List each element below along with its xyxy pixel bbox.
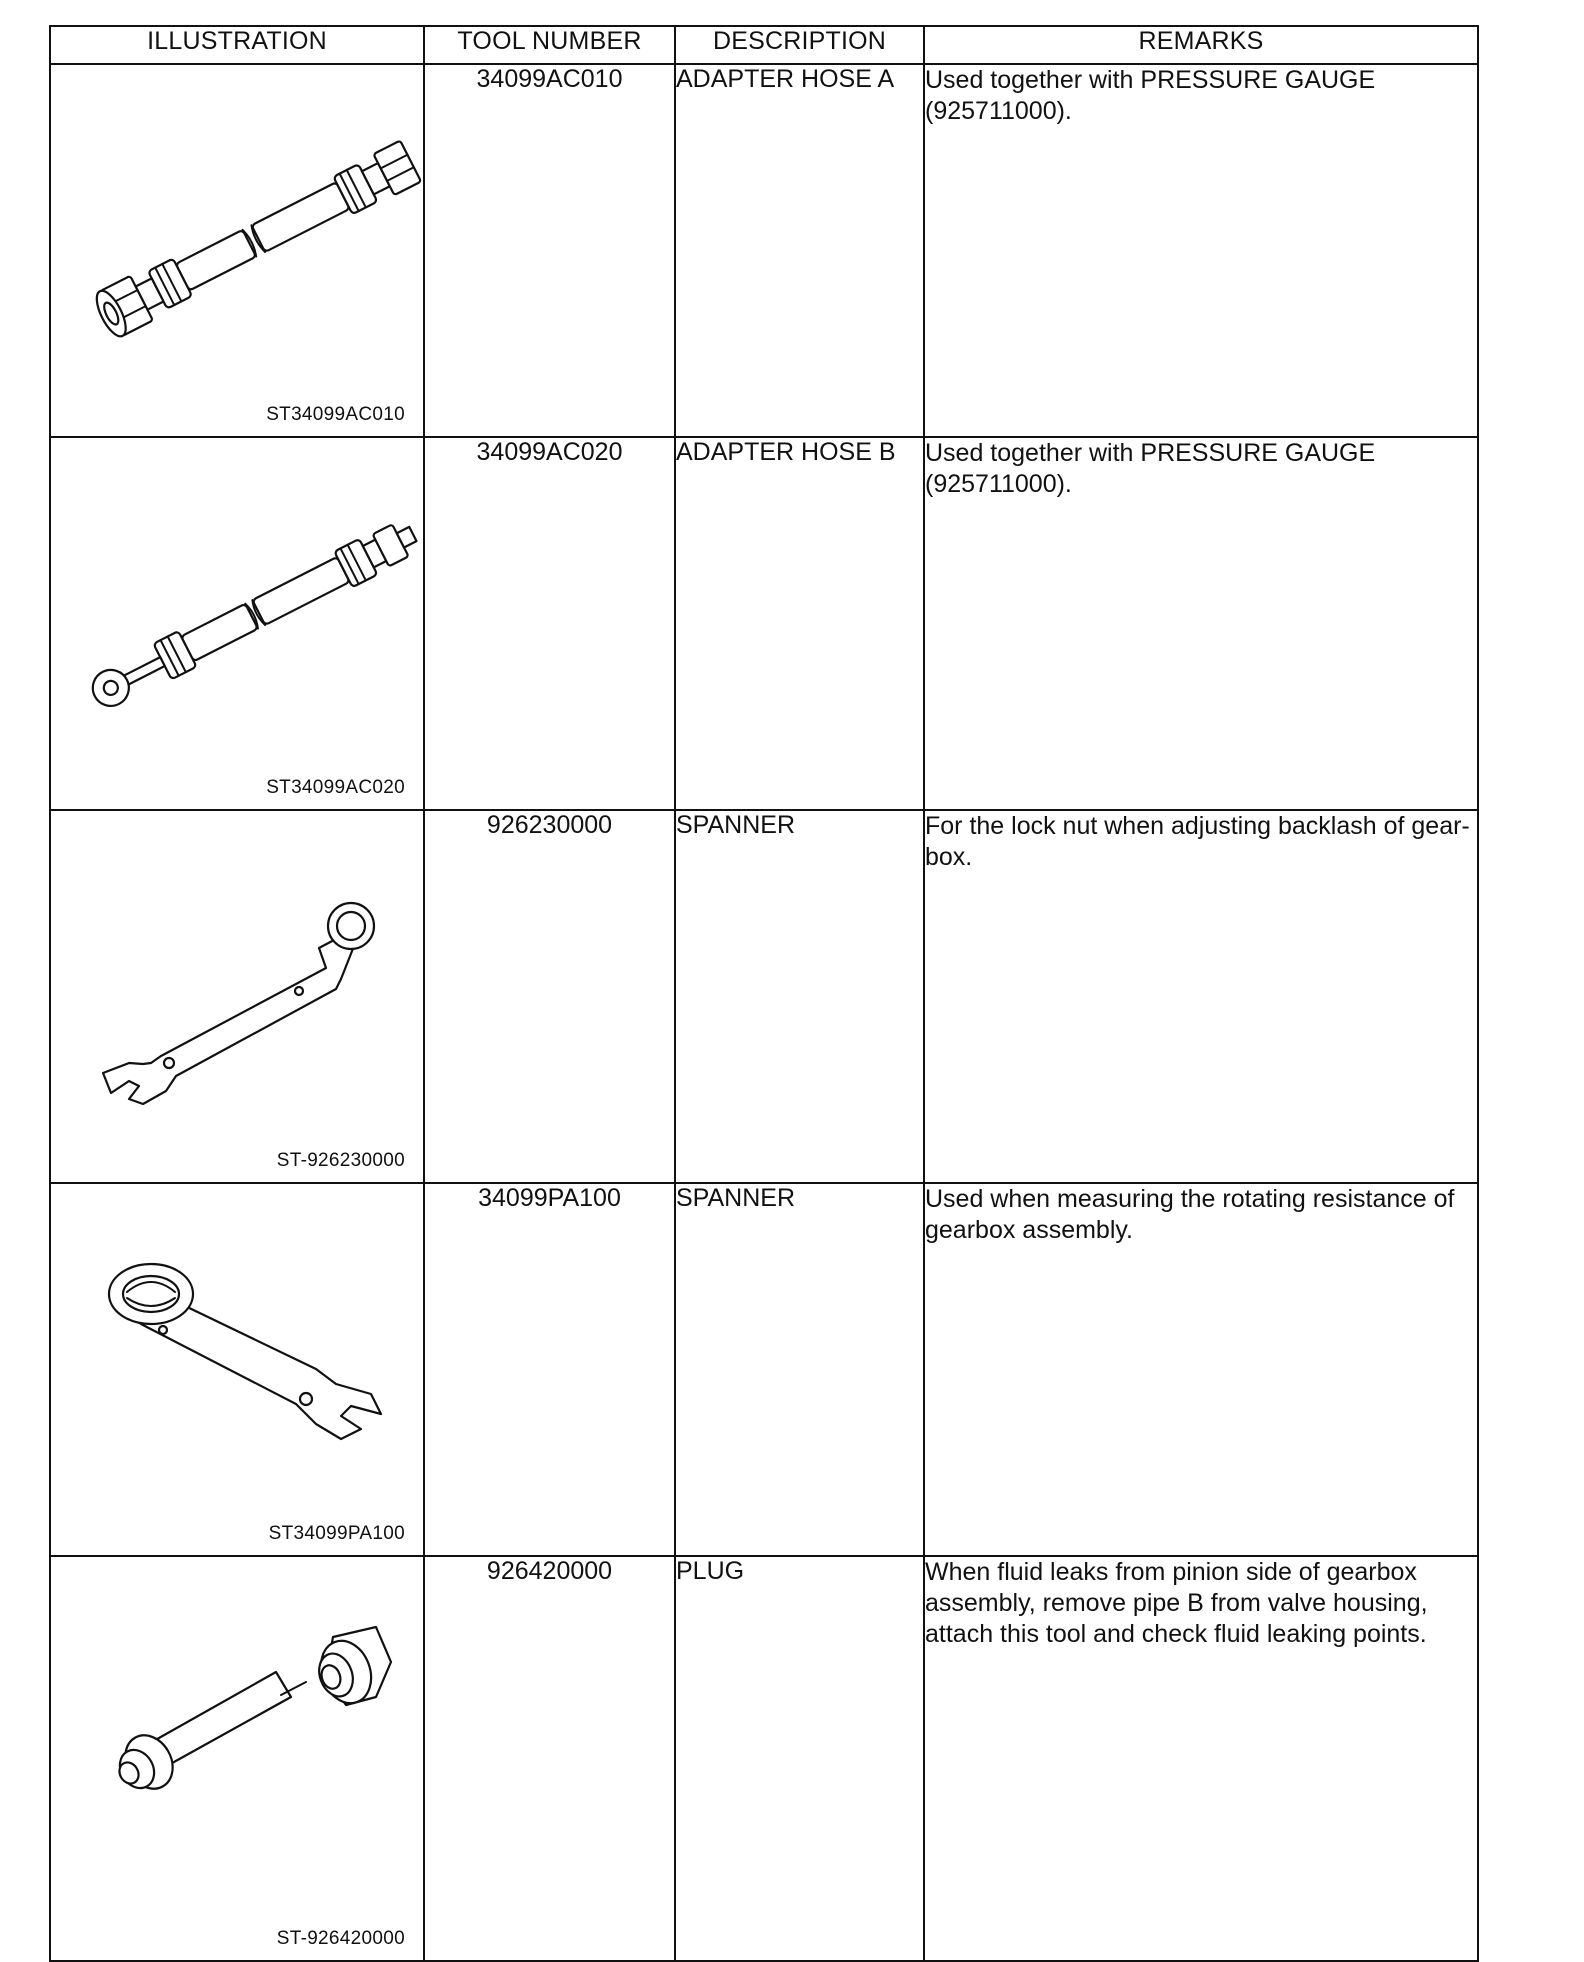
- table-row: [50, 64, 1478, 437]
- description: ADAPTER HOSE A: [675, 64, 924, 437]
- illustration-code: ST34099AC020: [266, 777, 405, 798]
- header-tool-number: TOOL NUMBER: [424, 26, 675, 64]
- special-tools-table: [49, 25, 1479, 1962]
- table-row: [50, 1556, 1478, 1961]
- remarks: For the lock nut when adjusting backlash of gear-box.: [924, 810, 1478, 1183]
- remarks: When fluid leaks from pinion side of gearbox assembly, remove pipe B from valve housing, attach this tool and check fluid leaking points.: [924, 1556, 1478, 1961]
- illustration-cell: [50, 64, 424, 437]
- illustration-cell: [50, 1183, 424, 1556]
- table-row: [50, 810, 1478, 1183]
- illustration-code: ST-926420000: [276, 1928, 405, 1949]
- header-description: DESCRIPTION: [675, 26, 924, 64]
- remarks: Used when measuring the rotating resistance of gearbox assembly.: [924, 1183, 1478, 1556]
- description: SPANNER: [675, 810, 924, 1183]
- table-header-row: [50, 26, 1478, 64]
- tool-number: 34099AC020: [424, 437, 675, 810]
- illustration-code: ST34099AC010: [266, 404, 405, 425]
- illustration-cell: [50, 437, 424, 810]
- tool-number: 34099AC010: [424, 64, 675, 437]
- description: SPANNER: [675, 1183, 924, 1556]
- tool-number: 926230000: [424, 810, 675, 1183]
- table-row: [50, 1183, 1478, 1556]
- illustration-cell: [50, 810, 424, 1183]
- illustration-code: ST34099PA100: [268, 1523, 405, 1544]
- description: ADAPTER HOSE B: [675, 437, 924, 810]
- adapter-hose-b-icon: [51, 438, 423, 809]
- tool-number: 34099PA100: [424, 1183, 675, 1556]
- header-remarks: REMARKS: [924, 26, 1478, 64]
- tool-number: 926420000: [424, 1556, 675, 1961]
- remarks: Used together with PRESSURE GAUGE (925711000).: [924, 437, 1478, 810]
- illustration-cell: [50, 1556, 424, 1961]
- remarks: Used together with PRESSURE GAUGE (925711000).: [924, 64, 1478, 437]
- header-illustration: ILLUSTRATION: [50, 26, 424, 64]
- illustration-code: ST-926230000: [276, 1150, 405, 1171]
- combination-spanner-icon: [51, 1184, 423, 1555]
- table-row: [50, 437, 1478, 810]
- offset-spanner-icon: [51, 811, 423, 1182]
- plug-tool-icon: [51, 1557, 423, 1960]
- adapter-hose-a-icon: [51, 65, 423, 436]
- description: PLUG: [675, 1556, 924, 1961]
